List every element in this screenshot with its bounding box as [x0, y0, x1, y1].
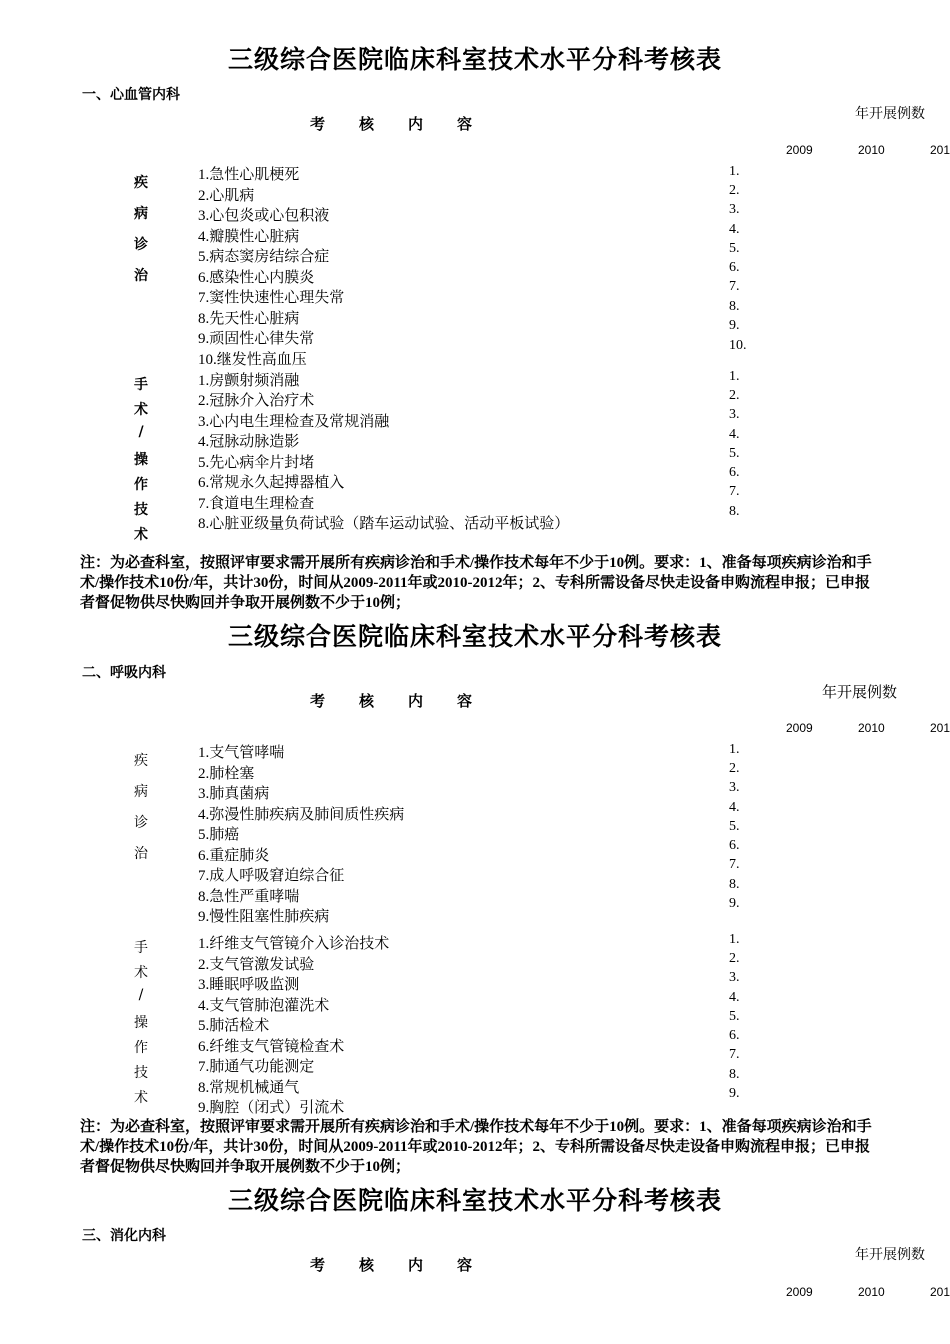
year-2010: 2010 [858, 1285, 885, 1299]
list-item: 7.窦性快速性心理失常 [198, 290, 345, 306]
page-title: 三级综合医院临床科室技术水平分科考核表 [227, 45, 722, 74]
count-cell: 7. [729, 857, 740, 872]
count-cell: 8. [729, 504, 740, 519]
list-item: 2.支气管激发试验 [198, 957, 315, 973]
count-cell: 2. [729, 183, 740, 198]
count-cell: 3. [729, 202, 740, 217]
list-item: 6.感染性心内膜炎 [198, 270, 315, 286]
year-2009: 2009 [786, 1285, 813, 1299]
year-2010: 2010 [858, 143, 885, 157]
content-header: 考 核 内 容 [310, 1256, 473, 1274]
year-2009: 2009 [786, 721, 813, 735]
year-2010: 2010 [858, 721, 885, 735]
requirement-note: 注：为必查科室，按照评审要求需开展所有疾病诊治和手术/操作技术每年不少于10例。要求：1、准备每项疾病诊治和手术/操作技术10份/年，共计30份，时间从2009-2011年或2010-2012年；2、专科所需设备尽快走设备申购流程申报；已申报者督促物供尽快购回并争取开展例数不少于10例； [80, 555, 872, 611]
list-item: 1.急性心肌梗死 [198, 167, 300, 183]
count-cell: 7. [729, 1047, 740, 1062]
list-item: 10.继发性高血压 [198, 352, 307, 368]
list-item: 1.房颤射频消融 [198, 373, 300, 389]
list-item: 1.纤维支气管镜介入诊治技术 [198, 936, 390, 952]
section-heading: 三、消化内科 [82, 1228, 166, 1244]
list-item: 6.常规永久起搏器植入 [198, 475, 345, 491]
list-item: 5.病态窦房结综合症 [198, 249, 330, 265]
list-item: 6.纤维支气管镜检查术 [198, 1039, 345, 1055]
list-item: 3.心内电生理检查及常规消融 [198, 414, 390, 430]
list-item: 3.肺真菌病 [198, 786, 270, 802]
count-cell: 6. [729, 260, 740, 275]
annual-count-header: 年开展例数 [822, 683, 898, 701]
page-title: 三级综合医院临床科室技术水平分科考核表 [227, 622, 722, 651]
list-item: 7.成人呼吸窘迫综合征 [198, 868, 345, 884]
list-item: 8.常规机械通气 [198, 1080, 300, 1096]
count-cell: 3. [729, 407, 740, 422]
count-cell: 7. [729, 484, 740, 499]
year-2011: 201 [930, 143, 950, 157]
category-diagnosis-label: 疾 病 诊 治 [134, 175, 148, 284]
list-item: 2.冠脉介入治疗术 [198, 393, 315, 409]
list-item: 4.冠脉动脉造影 [198, 434, 300, 450]
content-header: 考 核 内 容 [310, 692, 473, 710]
count-cell: 5. [729, 1009, 740, 1024]
count-cell: 2. [729, 761, 740, 776]
count-cell: 5. [729, 446, 740, 461]
count-cell: 10. [729, 338, 747, 353]
list-item: 9.顽固性心律失常 [198, 331, 315, 347]
list-item: 5.肺癌 [198, 827, 240, 843]
list-item: 8.心脏亚级量负荷试验（踏车运动试验、活动平板试验） [198, 516, 570, 532]
count-cell: 9. [729, 1086, 740, 1101]
year-2011: 201 [930, 721, 950, 735]
count-cell: 2. [729, 951, 740, 966]
year-2011: 201 [930, 1285, 950, 1299]
year-2009: 2009 [786, 143, 813, 157]
page-title: 三级综合医院临床科室技术水平分科考核表 [227, 1186, 722, 1215]
section-heading: 二、呼吸内科 [82, 665, 166, 681]
list-item: 8.先天性心脏病 [198, 311, 300, 327]
count-cell: 8. [729, 299, 740, 314]
count-cell: 5. [729, 241, 740, 256]
list-item: 3.睡眠呼吸监测 [198, 977, 300, 993]
count-cell: 6. [729, 465, 740, 480]
section-heading: 一、心血管内科 [82, 87, 180, 103]
count-cell: 4. [729, 990, 740, 1005]
count-cell: 9. [729, 318, 740, 333]
list-item: 2.心肌病 [198, 188, 255, 204]
category-procedure-label: 手 术 / 操 作 技 术 [134, 377, 148, 543]
count-cell: 4. [729, 800, 740, 815]
requirement-note: 注：为必查科室，按照评审要求需开展所有疾病诊治和手术/操作技术每年不少于10例。要求：1、准备每项疾病诊治和手术/操作技术10份/年，共计30份，时间从2009-2011年或2010-2012年；2、专科所需设备尽快走设备申购流程申报；已申报者督促物供尽快购回并争取开展例数不少于10例； [80, 1119, 872, 1175]
count-cell: 3. [729, 970, 740, 985]
list-item: 8.急性严重哮喘 [198, 889, 300, 905]
count-cell: 1. [729, 932, 740, 947]
count-cell: 9. [729, 896, 740, 911]
count-cell: 4. [729, 222, 740, 237]
content-header: 考 核 内 容 [310, 115, 473, 133]
count-cell: 1. [729, 369, 740, 384]
count-cell: 7. [729, 279, 740, 294]
category-diagnosis-label: 疾 病 诊 治 [134, 753, 148, 862]
count-cell: 6. [729, 838, 740, 853]
count-cell: 4. [729, 427, 740, 442]
list-item: 4.瓣膜性心脏病 [198, 229, 300, 245]
list-item: 9.胸腔（闭式）引流术 [198, 1100, 345, 1116]
annual-count-header: 年开展例数 [855, 1247, 925, 1263]
list-item: 7.食道电生理检查 [198, 496, 315, 512]
list-item: 2.肺栓塞 [198, 766, 255, 782]
count-cell: 5. [729, 819, 740, 834]
list-item: 9.慢性阻塞性肺疾病 [198, 909, 330, 925]
count-cell: 6. [729, 1028, 740, 1043]
count-cell: 1. [729, 742, 740, 757]
count-cell: 3. [729, 780, 740, 795]
list-item: 1.支气管哮喘 [198, 745, 285, 761]
count-cell: 2. [729, 388, 740, 403]
list-item: 5.先心病伞片封堵 [198, 455, 315, 471]
category-procedure-label: 手 术 / 操 作 技 术 [134, 940, 148, 1106]
list-item: 3.心包炎或心包积液 [198, 208, 330, 224]
list-item: 5.肺活检术 [198, 1018, 270, 1034]
list-item: 6.重症肺炎 [198, 848, 270, 864]
annual-count-header: 年开展例数 [855, 106, 925, 122]
list-item: 7.肺通气功能测定 [198, 1059, 315, 1075]
list-item: 4.弥漫性肺疾病及肺间质性疾病 [198, 807, 405, 823]
count-cell: 1. [729, 164, 740, 179]
count-cell: 8. [729, 1067, 740, 1082]
count-cell: 8. [729, 877, 740, 892]
list-item: 4.支气管肺泡灌洗术 [198, 998, 330, 1014]
